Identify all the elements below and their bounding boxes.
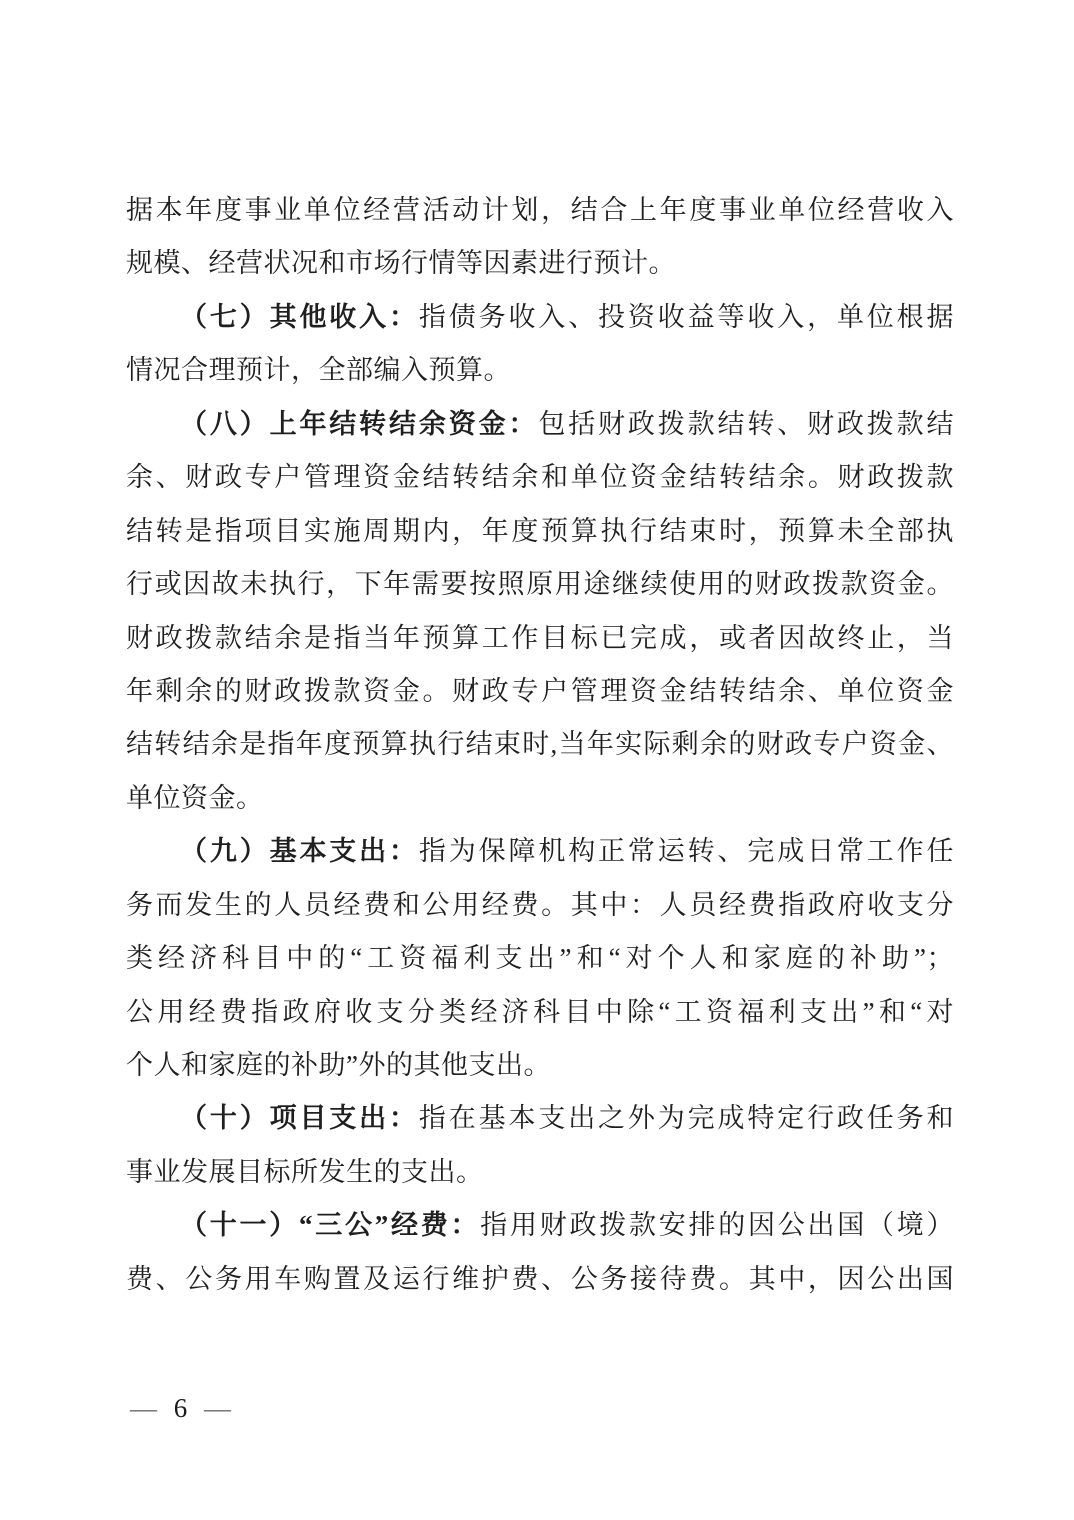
footer-dash-right: — (204, 1393, 231, 1423)
body-text: 行或因故未执行，下年需要按照原用途继续使用的财政拨款资金。 (126, 569, 954, 600)
body-text: 财政拨款结余是指当年预算工作目标已完成，或者因故终止，当 (126, 622, 954, 653)
text-line (126, 1146, 954, 1199)
text-line (126, 558, 954, 611)
text-line (126, 986, 954, 1039)
body-text: 据本年度事业单位经营活动计划，结合上年度事业单位经营收入 (126, 195, 954, 225)
body-text: 个人和家庭的补助”外的其他支出。 (126, 1050, 551, 1080)
text-line (126, 1199, 954, 1252)
body-text: 情况合理预计，全部编入预算。 (126, 355, 511, 386)
text-line (126, 237, 954, 290)
text-line (126, 291, 954, 344)
body-text: 公用经费指政府收支分类经济科目中除“工资福利支出”和“对 (126, 996, 954, 1027)
body-text: 结转是指项目实施周期内，年度预算执行结束时，预算未全部执 (126, 515, 954, 546)
document-body (126, 184, 954, 1306)
body-text: 指用财政拨款安排的因公出国（境） (480, 1210, 954, 1241)
body-text: 类经济科目中的“工资福利支出”和“对个人和家庭的补助”； (126, 943, 954, 974)
text-line (126, 505, 954, 558)
page-number: 6 (173, 1393, 188, 1423)
text-line (126, 398, 954, 451)
body-text: 结转结余是指年度预算执行结束时,当年实际剩余的财政专户资金、 (126, 729, 954, 760)
term-heading: （八）上年结转结余资金： (180, 408, 539, 439)
body-text: 指债务收入、投资收益等收入，单位根据 (418, 301, 954, 332)
text-line (126, 772, 954, 825)
text-line (126, 825, 954, 878)
body-text: 务而发生的人员经费和公用经费。其中：人员经费指政府收支分 (126, 889, 954, 920)
term-heading: （十）项目支出： (180, 1103, 419, 1134)
body-text: 包括财政拨款结转、财政拨款结 (538, 408, 954, 439)
footer-dash-left: — (130, 1393, 157, 1423)
body-text: 指为保障机构正常运转、完成日常工作任 (418, 836, 954, 867)
text-line (126, 932, 954, 985)
text-line (126, 879, 954, 932)
body-text: 指在基本支出之外为完成特定行政任务和 (418, 1103, 954, 1134)
text-line (126, 451, 954, 504)
page-footer (128, 1388, 233, 1428)
text-line (126, 184, 954, 237)
body-text: 余、财政专户管理资金结转结余和单位资金结转结余。财政拨款 (126, 462, 954, 493)
text-line (126, 1039, 954, 1092)
body-text: 年剩余的财政拨款资金。财政专户管理资金结转结余、单位资金 (126, 675, 954, 706)
term-heading: （七）其他收入： (180, 301, 419, 332)
text-line (126, 1253, 954, 1306)
text-line (126, 344, 954, 397)
text-line (126, 1092, 954, 1145)
body-text: 单位资金。 (126, 782, 264, 813)
text-line (126, 718, 954, 771)
term-heading: （十一）“三公”经费： (180, 1210, 481, 1241)
text-line (126, 665, 954, 718)
term-heading: （九）基本支出： (180, 836, 419, 867)
body-text: 费、公务用车购置及运行维护费、公务接待费。其中，因公出国 (126, 1263, 954, 1294)
body-text: 事业发展目标所发生的支出。 (126, 1156, 484, 1187)
body-text: 规模、经营状况和市场行情等因素进行预计。 (126, 248, 676, 279)
text-line (126, 612, 954, 665)
